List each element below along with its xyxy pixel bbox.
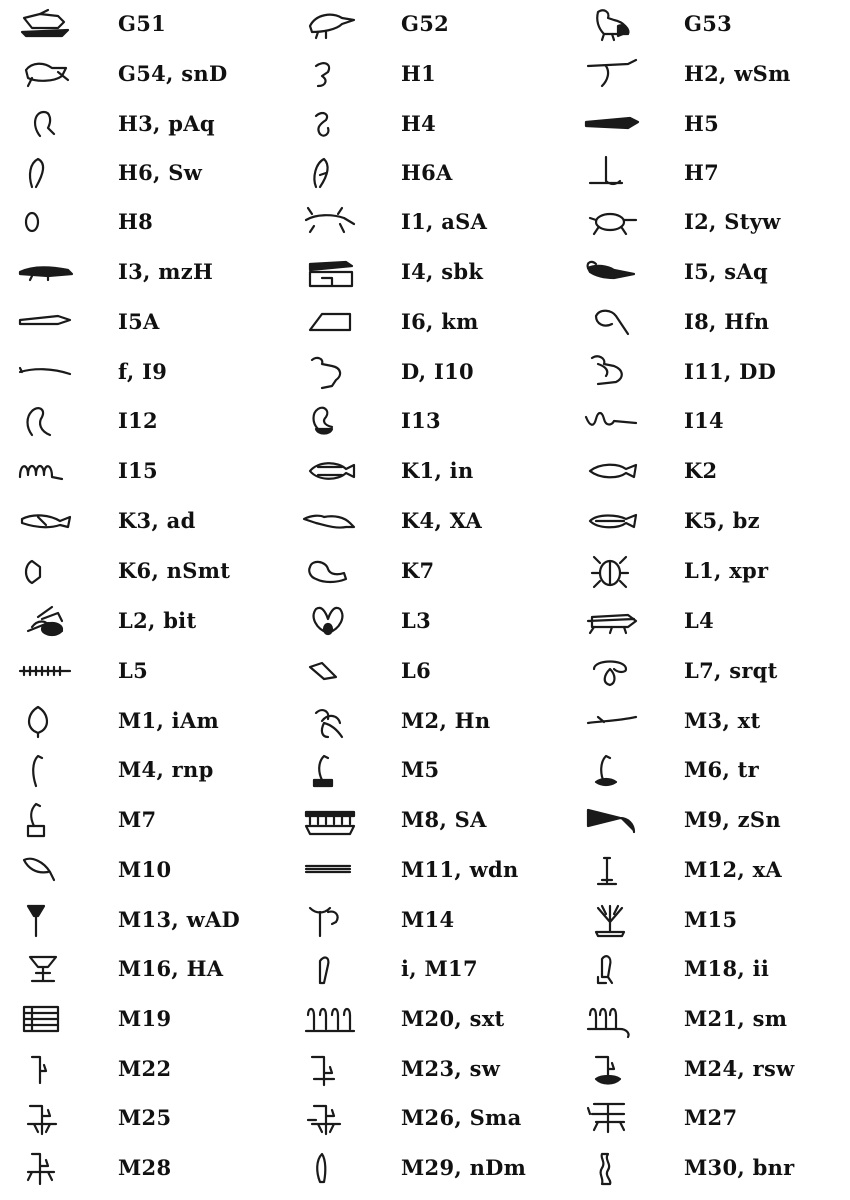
sign-entry bbox=[0, 999, 850, 1039]
sign-code-label: M7 bbox=[118, 807, 157, 832]
sign-code-label: M25 bbox=[118, 1105, 172, 1130]
sign-code-label: M15 bbox=[684, 907, 738, 932]
sign-code-label: G53 bbox=[684, 11, 733, 36]
sign-code-label: M6, tr bbox=[684, 757, 760, 782]
sign-code-label: I2, Styw bbox=[684, 209, 781, 234]
sign-code-label: H4 bbox=[401, 111, 437, 136]
scorpion-icon bbox=[584, 651, 648, 691]
sign-code-label: H7 bbox=[684, 160, 720, 185]
sign-row bbox=[0, 551, 850, 601]
sign-entry bbox=[0, 54, 850, 94]
barbel-icon bbox=[584, 451, 648, 491]
sign-entry bbox=[0, 501, 850, 541]
sign-code-label: L4 bbox=[684, 608, 714, 633]
palm-branch-mouth-icon bbox=[584, 750, 648, 790]
sign-code-label: M9, zSn bbox=[684, 807, 781, 832]
sign-row bbox=[0, 252, 850, 302]
sign-code-label: K5, bz bbox=[684, 508, 760, 533]
sign-code-label: I12 bbox=[118, 408, 158, 433]
sign-code-label: M11, wdn bbox=[401, 857, 519, 882]
sign-row bbox=[0, 701, 850, 751]
sign-row bbox=[0, 352, 850, 402]
sign-row bbox=[0, 153, 850, 203]
lotus-stem-icon bbox=[584, 850, 648, 890]
papyrus-clump-icon bbox=[584, 900, 648, 940]
sign-code-label: I6, km bbox=[401, 309, 479, 334]
sign-code-label: I5A bbox=[118, 309, 160, 334]
sign-entry bbox=[0, 153, 850, 193]
sign-code-label: G54, snD bbox=[118, 61, 228, 86]
sign-code-label: I1, aSA bbox=[401, 209, 488, 234]
sign-code-label: I3, mzH bbox=[118, 259, 214, 284]
sign-entry bbox=[0, 750, 850, 790]
flowering-sedge-arm-icon bbox=[584, 1098, 648, 1138]
sign-entry bbox=[0, 850, 850, 890]
sign-code-label: M20, sxt bbox=[401, 1006, 505, 1031]
sign-code-label: M8, SA bbox=[401, 807, 487, 832]
sign-entry bbox=[0, 4, 850, 44]
sign-code-label: K3, ad bbox=[118, 508, 196, 533]
sign-entry bbox=[0, 352, 850, 392]
sign-code-label: M13, wAD bbox=[118, 907, 241, 932]
sign-code-label: M22 bbox=[118, 1056, 172, 1081]
sign-code-label: K4, XA bbox=[401, 508, 483, 533]
sign-entry bbox=[0, 949, 850, 989]
sign-code-label: i, M17 bbox=[401, 956, 478, 981]
sign-code-label: M4, rnp bbox=[118, 757, 214, 782]
sign-entry bbox=[0, 601, 850, 641]
sign-row bbox=[0, 900, 850, 950]
ba-bird-with-vessel-icon bbox=[584, 4, 648, 44]
sign-code-label: L2, bit bbox=[118, 608, 197, 633]
sign-code-label: M30, bnr bbox=[684, 1155, 795, 1180]
sign-entry bbox=[0, 1049, 850, 1089]
sign-entry bbox=[0, 900, 850, 940]
sign-code-label: L1, xpr bbox=[684, 558, 769, 583]
sign-code-label: L6 bbox=[401, 658, 431, 683]
sign-entry bbox=[0, 252, 850, 292]
sign-code-label: H6A bbox=[401, 160, 453, 185]
sign-entry bbox=[0, 651, 850, 691]
tadpole-icon bbox=[584, 302, 648, 342]
sign-code-label: M2, Hn bbox=[401, 708, 491, 733]
sign-code-label: M1, iAm bbox=[118, 708, 220, 733]
sign-code-label: G52 bbox=[401, 11, 450, 36]
sign-code-label: L7, srqt bbox=[684, 658, 778, 683]
claw-icon bbox=[584, 153, 648, 193]
sign-code-label: M18, ii bbox=[684, 956, 770, 981]
sign-entry bbox=[0, 401, 850, 441]
sign-row bbox=[0, 800, 850, 850]
sign-code-label: H6, Sw bbox=[118, 160, 203, 185]
locust-icon bbox=[584, 601, 648, 641]
sign-code-label: M14 bbox=[401, 907, 455, 932]
sign-row bbox=[0, 54, 850, 104]
sign-entry bbox=[0, 551, 850, 591]
sign-row bbox=[0, 104, 850, 154]
sign-row bbox=[0, 651, 850, 701]
sign-code-label: K6, nSmt bbox=[118, 558, 231, 583]
sign-code-label: I11, DD bbox=[684, 359, 777, 384]
reeds-root-icon bbox=[584, 999, 648, 1039]
sign-code-label: M16, HA bbox=[118, 956, 224, 981]
sign-code-label: I15 bbox=[118, 458, 158, 483]
sign-code-label: H2, wSm bbox=[684, 61, 791, 86]
sign-entry bbox=[0, 104, 850, 144]
sign-code-label: H8 bbox=[118, 209, 154, 234]
sign-code-label: I5, sAq bbox=[684, 259, 768, 284]
sign-entry bbox=[0, 1148, 850, 1188]
sign-code-label: M5 bbox=[401, 757, 440, 782]
petrocephalus-icon bbox=[584, 501, 648, 541]
sedge-mouth-icon bbox=[584, 1049, 648, 1089]
sign-row bbox=[0, 949, 850, 999]
root-icon bbox=[584, 1148, 648, 1188]
sign-code-label: M23, sw bbox=[401, 1056, 501, 1081]
sign-row bbox=[0, 999, 850, 1049]
sign-row bbox=[0, 601, 850, 651]
sign-row bbox=[0, 202, 850, 252]
sign-code-label: H1 bbox=[401, 61, 437, 86]
sign-row bbox=[0, 401, 850, 451]
sign-code-label: D, I10 bbox=[401, 359, 474, 384]
sign-row bbox=[0, 4, 850, 54]
sign-code-label: G51 bbox=[118, 11, 167, 36]
sign-code-label: f, I9 bbox=[118, 359, 168, 384]
sign-code-label: K7 bbox=[401, 558, 435, 583]
sign-code-label: I14 bbox=[684, 408, 724, 433]
sign-entry bbox=[0, 302, 850, 342]
sign-row bbox=[0, 451, 850, 501]
sign-code-label: M24, rsw bbox=[684, 1056, 795, 1081]
sign-code-label: L5 bbox=[118, 658, 148, 683]
sign-row bbox=[0, 1098, 850, 1148]
crocodile-curved-tail-icon bbox=[584, 252, 648, 292]
sign-code-label: I4, sbk bbox=[401, 259, 484, 284]
sign-code-label: H5 bbox=[684, 111, 720, 136]
sign-row bbox=[0, 850, 850, 900]
sign-code-label: M26, Sma bbox=[401, 1105, 522, 1130]
dung-beetle-icon bbox=[584, 551, 648, 591]
sign-entry bbox=[0, 202, 850, 242]
sign-entry bbox=[0, 451, 850, 491]
branch-icon bbox=[584, 701, 648, 741]
sign-row bbox=[0, 1049, 850, 1099]
sign-code-label: M27 bbox=[684, 1105, 738, 1130]
crested-head-icon bbox=[584, 54, 648, 94]
snake-icon bbox=[584, 401, 648, 441]
sign-code-label: K2 bbox=[684, 458, 718, 483]
sign-code-label: M21, sm bbox=[684, 1006, 788, 1031]
reed-legs-icon bbox=[584, 949, 648, 989]
sign-code-label: M29, nDm bbox=[401, 1155, 527, 1180]
sign-code-label: I8, Hfn bbox=[684, 309, 770, 334]
lotus-flower-icon bbox=[584, 800, 648, 840]
two-cobras-icon bbox=[584, 352, 648, 392]
sign-code-label: K1, in bbox=[401, 458, 474, 483]
sign-entry bbox=[0, 1098, 850, 1138]
sign-entry bbox=[0, 800, 850, 840]
sign-row bbox=[0, 302, 850, 352]
sign-code-label: H3, pAq bbox=[118, 111, 215, 136]
sign-row bbox=[0, 501, 850, 551]
sign-code-label: L3 bbox=[401, 608, 431, 633]
turtle-icon bbox=[584, 202, 648, 242]
sign-code-label: M28 bbox=[118, 1155, 172, 1180]
sign-code-label: M12, xA bbox=[684, 857, 783, 882]
sign-code-label: M3, xt bbox=[684, 708, 761, 733]
wing-icon bbox=[584, 104, 648, 144]
sign-row bbox=[0, 750, 850, 800]
sign-code-label: M19 bbox=[118, 1006, 172, 1031]
sign-row bbox=[0, 1148, 850, 1198]
sign-code-label: M10 bbox=[118, 857, 172, 882]
sign-code-label: I13 bbox=[401, 408, 441, 433]
sign-entry bbox=[0, 701, 850, 741]
